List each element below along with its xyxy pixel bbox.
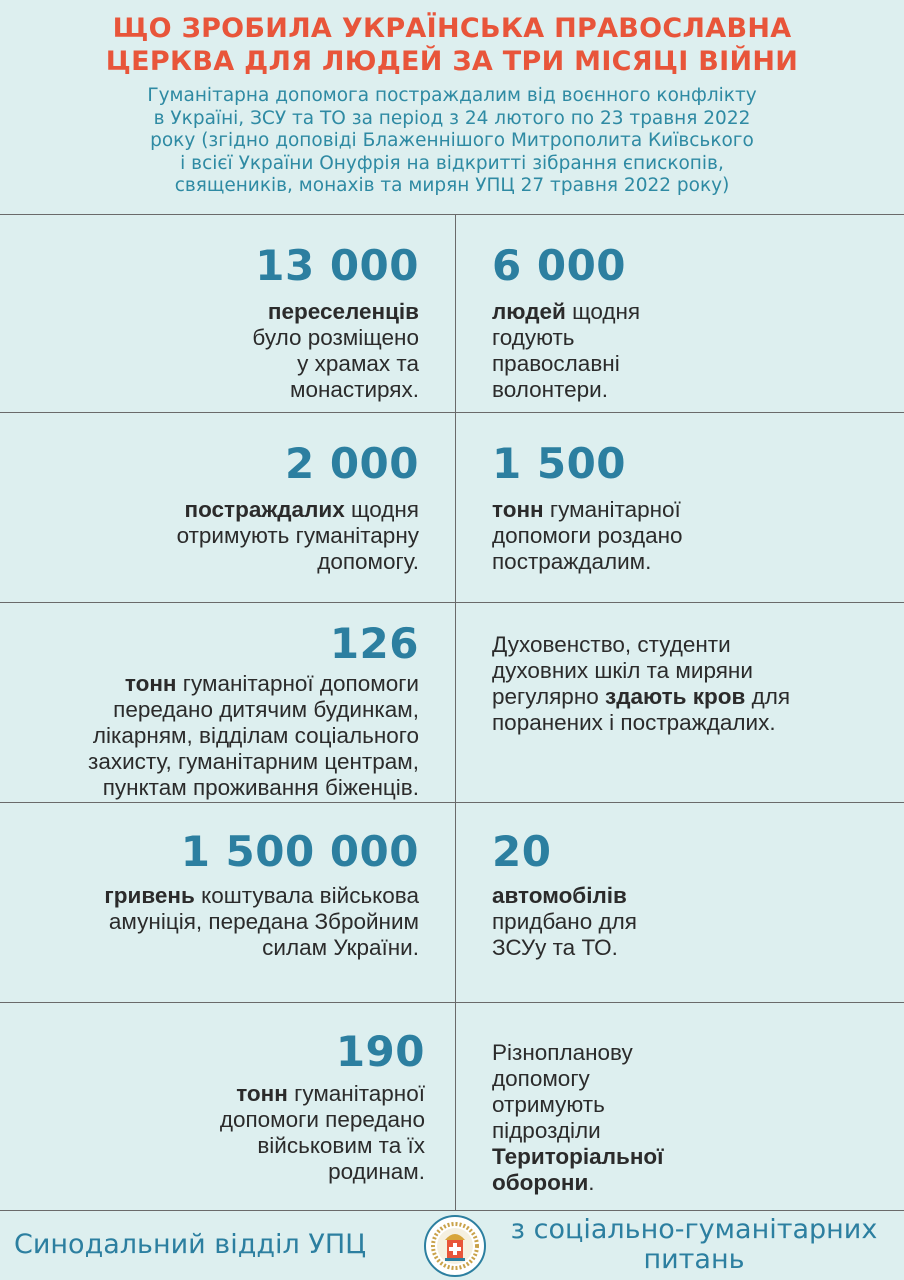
stat-text: гуманітарної допомоги — [176, 671, 419, 696]
subtitle-line: і всієї України Онуфрія на відкритті зібрання єпископів, — [180, 152, 724, 174]
stat-line: силам України. — [262, 935, 419, 960]
stat-line: допомоги роздано — [492, 523, 683, 548]
stat-description — [492, 1040, 904, 1196]
stat-number: 20 — [492, 827, 552, 876]
stat-line: Різнопланову — [492, 1040, 633, 1065]
page-subtitle — [0, 85, 904, 198]
stat-line: годують — [492, 325, 575, 350]
footer-right-text — [492, 1215, 896, 1275]
stat-bold: людей — [492, 299, 566, 324]
stat-description — [0, 671, 419, 801]
stat-bold: постраждалих — [184, 497, 345, 522]
stat-bold: здають кров — [605, 684, 746, 709]
stat-description — [492, 883, 904, 961]
stats-row — [0, 1003, 904, 1211]
stat-bold: гривень — [104, 883, 195, 908]
stat-line: підрозділи — [492, 1118, 601, 1143]
stat-bold: тонн — [492, 497, 544, 522]
stat-text: коштувала військова — [194, 883, 419, 908]
stat-cell — [456, 413, 904, 602]
footer-left-text: Синодальний відділ УПЦ — [14, 1229, 367, 1260]
stat-number: 6 000 — [492, 241, 627, 290]
stat-number: 126 — [329, 619, 419, 668]
stat-line: амуніція, передана Збройним — [108, 909, 419, 934]
header — [0, 0, 904, 214]
stat-bold: тонн — [124, 671, 177, 696]
stat-line: придбано для — [492, 909, 637, 934]
stat-text: гуманітарної — [543, 497, 681, 522]
stats-grid — [0, 214, 904, 1210]
stat-cell — [456, 215, 904, 412]
stat-cell — [456, 603, 904, 802]
stat-text: регулярно — [492, 684, 606, 709]
stat-line: було розміщено — [252, 325, 419, 350]
stat-number: 13 000 — [255, 241, 419, 290]
subtitle-line: священиків, монахів та мирян УПЦ 27 травня 2022 року) — [174, 175, 730, 196]
stat-line: волонтери. — [492, 377, 608, 402]
stat-line: ЗСУу та ТО. — [492, 935, 618, 960]
stat-text: для — [745, 684, 791, 709]
stat-cell — [0, 413, 456, 602]
title-line-2: ЦЕРКВА ДЛЯ ЛЮДЕЙ ЗА ТРИ МІСЯЦІ ВІЙНИ — [105, 46, 799, 77]
stats-row — [0, 603, 904, 803]
stat-description — [0, 1081, 425, 1185]
stat-line: у храмах та — [297, 351, 419, 376]
stats-row — [0, 413, 904, 603]
stat-line: військовим та їх — [257, 1133, 425, 1158]
stat-text: . — [588, 1170, 595, 1195]
stat-number: 2 000 — [284, 439, 419, 488]
stat-text: щодня — [565, 299, 641, 324]
stat-line: лікарням, відділам соціального — [92, 723, 419, 748]
stat-text: щодня — [344, 497, 419, 522]
stat-line: захисту, гуманітарним центрам, — [88, 749, 419, 774]
stat-cell — [0, 603, 456, 802]
stat-bold: тонн — [236, 1081, 288, 1106]
stat-number: 1 500 000 — [180, 827, 419, 876]
stats-row — [0, 215, 904, 413]
subtitle-line: року (згідно доповіді Блаженнішого Митрополита Київського — [150, 130, 754, 151]
stat-bold: автомобілів — [492, 883, 627, 908]
stat-line: поранених і постраждалих. — [492, 710, 776, 735]
stat-line: передано дитячим будинкам, — [113, 697, 419, 722]
stat-cell — [0, 215, 456, 412]
stat-line: допомоги передано — [219, 1107, 425, 1132]
stat-line: монастирях. — [290, 377, 419, 402]
stat-line: родинам. — [328, 1159, 425, 1184]
stat-line: допомогу. — [317, 549, 419, 574]
stat-line: духовних шкіл та миряни — [492, 658, 753, 683]
stat-description — [492, 632, 904, 736]
stat-bold: оборони — [492, 1170, 589, 1195]
synodal-department-logo-icon — [423, 1214, 487, 1278]
title-line-1: ЩО ЗРОБИЛА УКРАЇНСЬКА ПРАВОСЛАВНА — [112, 13, 792, 44]
stat-description — [492, 497, 904, 575]
footer-right-line: з соціально-гуманітарних — [510, 1214, 878, 1245]
stat-bold: Територіальної — [492, 1144, 664, 1169]
stat-description — [0, 299, 419, 403]
stat-description — [492, 299, 904, 403]
page-title — [0, 12, 904, 78]
stat-cell — [0, 1003, 456, 1211]
subtitle-line: Гуманітарна допомога постраждалим від воєнного конфлікту — [147, 85, 757, 106]
stat-line: постраждалим. — [492, 549, 652, 574]
stat-cell — [456, 803, 904, 1002]
stat-line: Духовенство, студенти — [492, 632, 731, 657]
stat-line: допомогу — [492, 1066, 590, 1091]
stat-cell — [456, 1003, 904, 1211]
stat-bold: переселенців — [267, 299, 419, 324]
stat-text: гуманітарної — [287, 1081, 425, 1106]
stat-number: 1 500 — [492, 439, 627, 488]
stat-number: 190 — [335, 1027, 425, 1076]
stat-line: отримують гуманітарну — [176, 523, 419, 548]
stat-description — [0, 497, 419, 575]
stat-line: пунктам проживання біженців. — [102, 775, 419, 800]
stats-row — [0, 803, 904, 1003]
stat-line: православні — [492, 351, 620, 376]
subtitle-line: в Україні, ЗСУ та ТО за період з 24 лютого по 23 травня 2022 — [153, 107, 751, 129]
stat-cell — [0, 803, 456, 1002]
stat-line: отримують — [492, 1092, 605, 1117]
footer-right-line: питань — [643, 1244, 745, 1275]
stat-description — [0, 883, 419, 961]
